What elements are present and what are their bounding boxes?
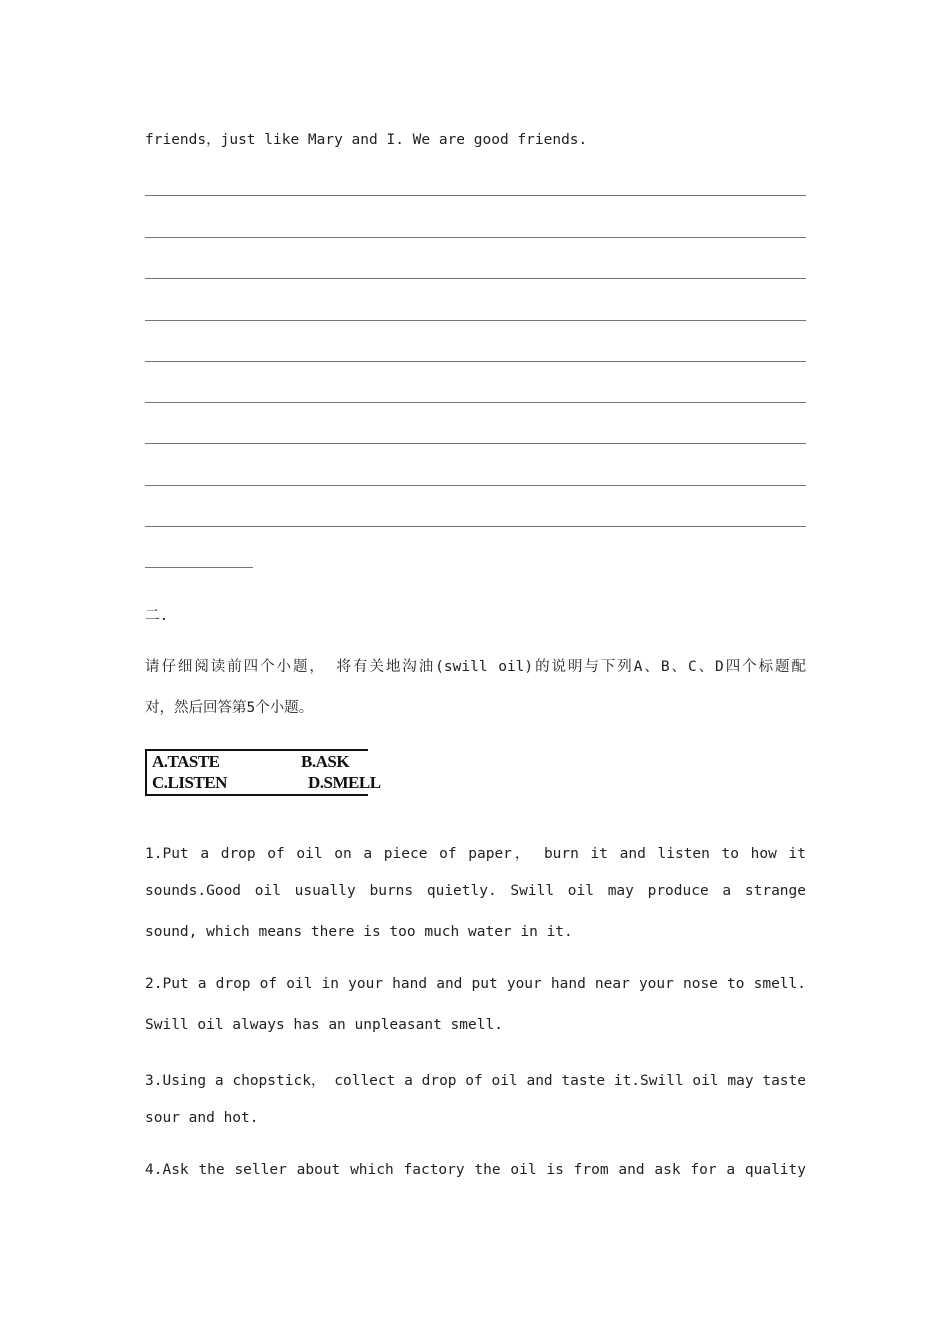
question-1-line-3: sound, which means there is too much water in it. bbox=[145, 924, 573, 940]
writing-line bbox=[145, 195, 806, 196]
writing-line bbox=[145, 237, 806, 238]
writing-line-short bbox=[145, 567, 253, 568]
section-label: 二. bbox=[145, 608, 169, 624]
writing-line bbox=[145, 485, 806, 486]
question-1-line-1: 1.Put a drop of oil on a piece of paper， burn it and listen to how it bbox=[145, 846, 806, 862]
writing-line bbox=[145, 278, 806, 279]
writing-line bbox=[145, 526, 806, 527]
option-b: B.ASK bbox=[301, 752, 350, 771]
question-3-line-2: sour and hot. bbox=[145, 1110, 259, 1126]
writing-line bbox=[145, 320, 806, 321]
option-d: D.SMELL bbox=[308, 773, 381, 792]
writing-line bbox=[145, 443, 806, 444]
question-3-line-1: 3.Using a chopstick， collect a drop of oil and taste it.Swill oil may taste bbox=[145, 1073, 806, 1089]
passage-closing-line: friends，just like Mary and I. We are good friends. bbox=[145, 132, 588, 148]
option-c: C.LISTEN bbox=[152, 773, 227, 792]
question-4-line-1: 4.Ask the seller about which factory the oil is from and ask for a quality bbox=[145, 1162, 806, 1178]
question-2-line-2: Swill oil always has an unpleasant smell. bbox=[145, 1017, 503, 1033]
writing-line bbox=[145, 361, 806, 362]
writing-line bbox=[145, 402, 806, 403]
options-table bbox=[145, 749, 381, 796]
instruction-line-2: 对，然后回答第5个小题。 bbox=[145, 700, 314, 716]
option-a: A.TASTE bbox=[152, 752, 220, 771]
instruction-line-1: 请仔细阅读前四个小题， 将有关地沟油(swill oil)的说明与下列A、B、C、D四个标题配 bbox=[145, 659, 806, 675]
question-1-line-2: sounds.Good oil usually burns quietly. Swill oil may produce a strange bbox=[145, 883, 806, 899]
question-2-line-1: 2.Put a drop of oil in your hand and put your hand near your nose to smell. bbox=[145, 976, 806, 992]
